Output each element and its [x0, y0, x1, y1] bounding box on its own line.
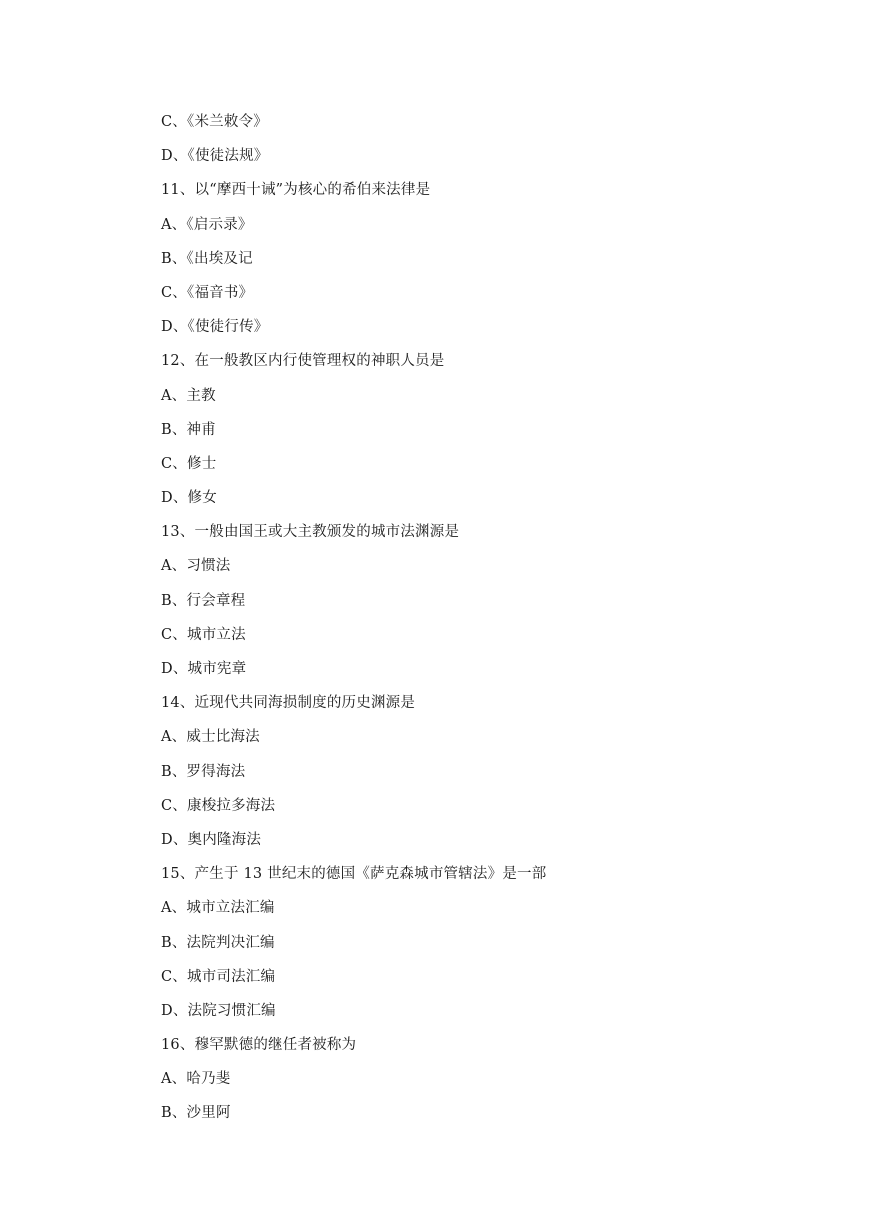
option-line: A、《启示录》 [161, 216, 253, 233]
option-line: B、法院判决汇编 [161, 934, 275, 951]
option-line: D、奥内隆海法 [161, 831, 262, 848]
option-line: B、神甫 [161, 421, 216, 438]
option-line: D、《使徒法规》 [161, 148, 269, 165]
option-line: D、城市宪章 [161, 661, 247, 677]
question-line: 12、在一般教区内行使管理权的神职人员是 [161, 353, 445, 370]
option-line: C、城市司法汇编 [161, 968, 276, 985]
option-line: A、城市立法汇编 [161, 900, 275, 917]
option-line: B、沙里阿 [161, 1105, 231, 1122]
question-line: 11、以“摩西十诫”为核心的希伯来法律是 [161, 182, 431, 199]
option-line: C、城市立法 [161, 626, 246, 643]
option-line: B、罗得海法 [161, 763, 246, 780]
question-line: 13、一般由国王或大主教颁发的城市法渊源是 [161, 524, 460, 541]
option-line: C、《福音书》 [161, 284, 254, 301]
option-line: A、哈乃斐 [161, 1071, 231, 1088]
option-line: C、康梭拉多海法 [161, 797, 276, 814]
option-line: B、行会章程 [161, 592, 246, 609]
question-line: 16、穆罕默德的继任者被称为 [161, 1037, 357, 1054]
option-line: B、《出埃及记 [161, 250, 253, 267]
option-line: D、修女 [161, 490, 217, 507]
option-line: C、《米兰敕令》 [161, 114, 268, 130]
option-line: A、主教 [161, 387, 216, 404]
option-line: D、法院习惯汇编 [161, 1002, 276, 1019]
question-line: 15、产生于 13 世纪末的德国《萨克森城市管辖法》是一部 [161, 866, 547, 883]
option-line: D、《使徒行传》 [161, 319, 269, 336]
option-line: C、修士 [161, 455, 217, 472]
question-line: 14、近现代共同海损制度的历史渊源是 [161, 695, 416, 712]
option-line: A、威士比海法 [161, 729, 260, 746]
option-line: A、习惯法 [161, 558, 231, 575]
question-list [161, 109, 801, 1135]
